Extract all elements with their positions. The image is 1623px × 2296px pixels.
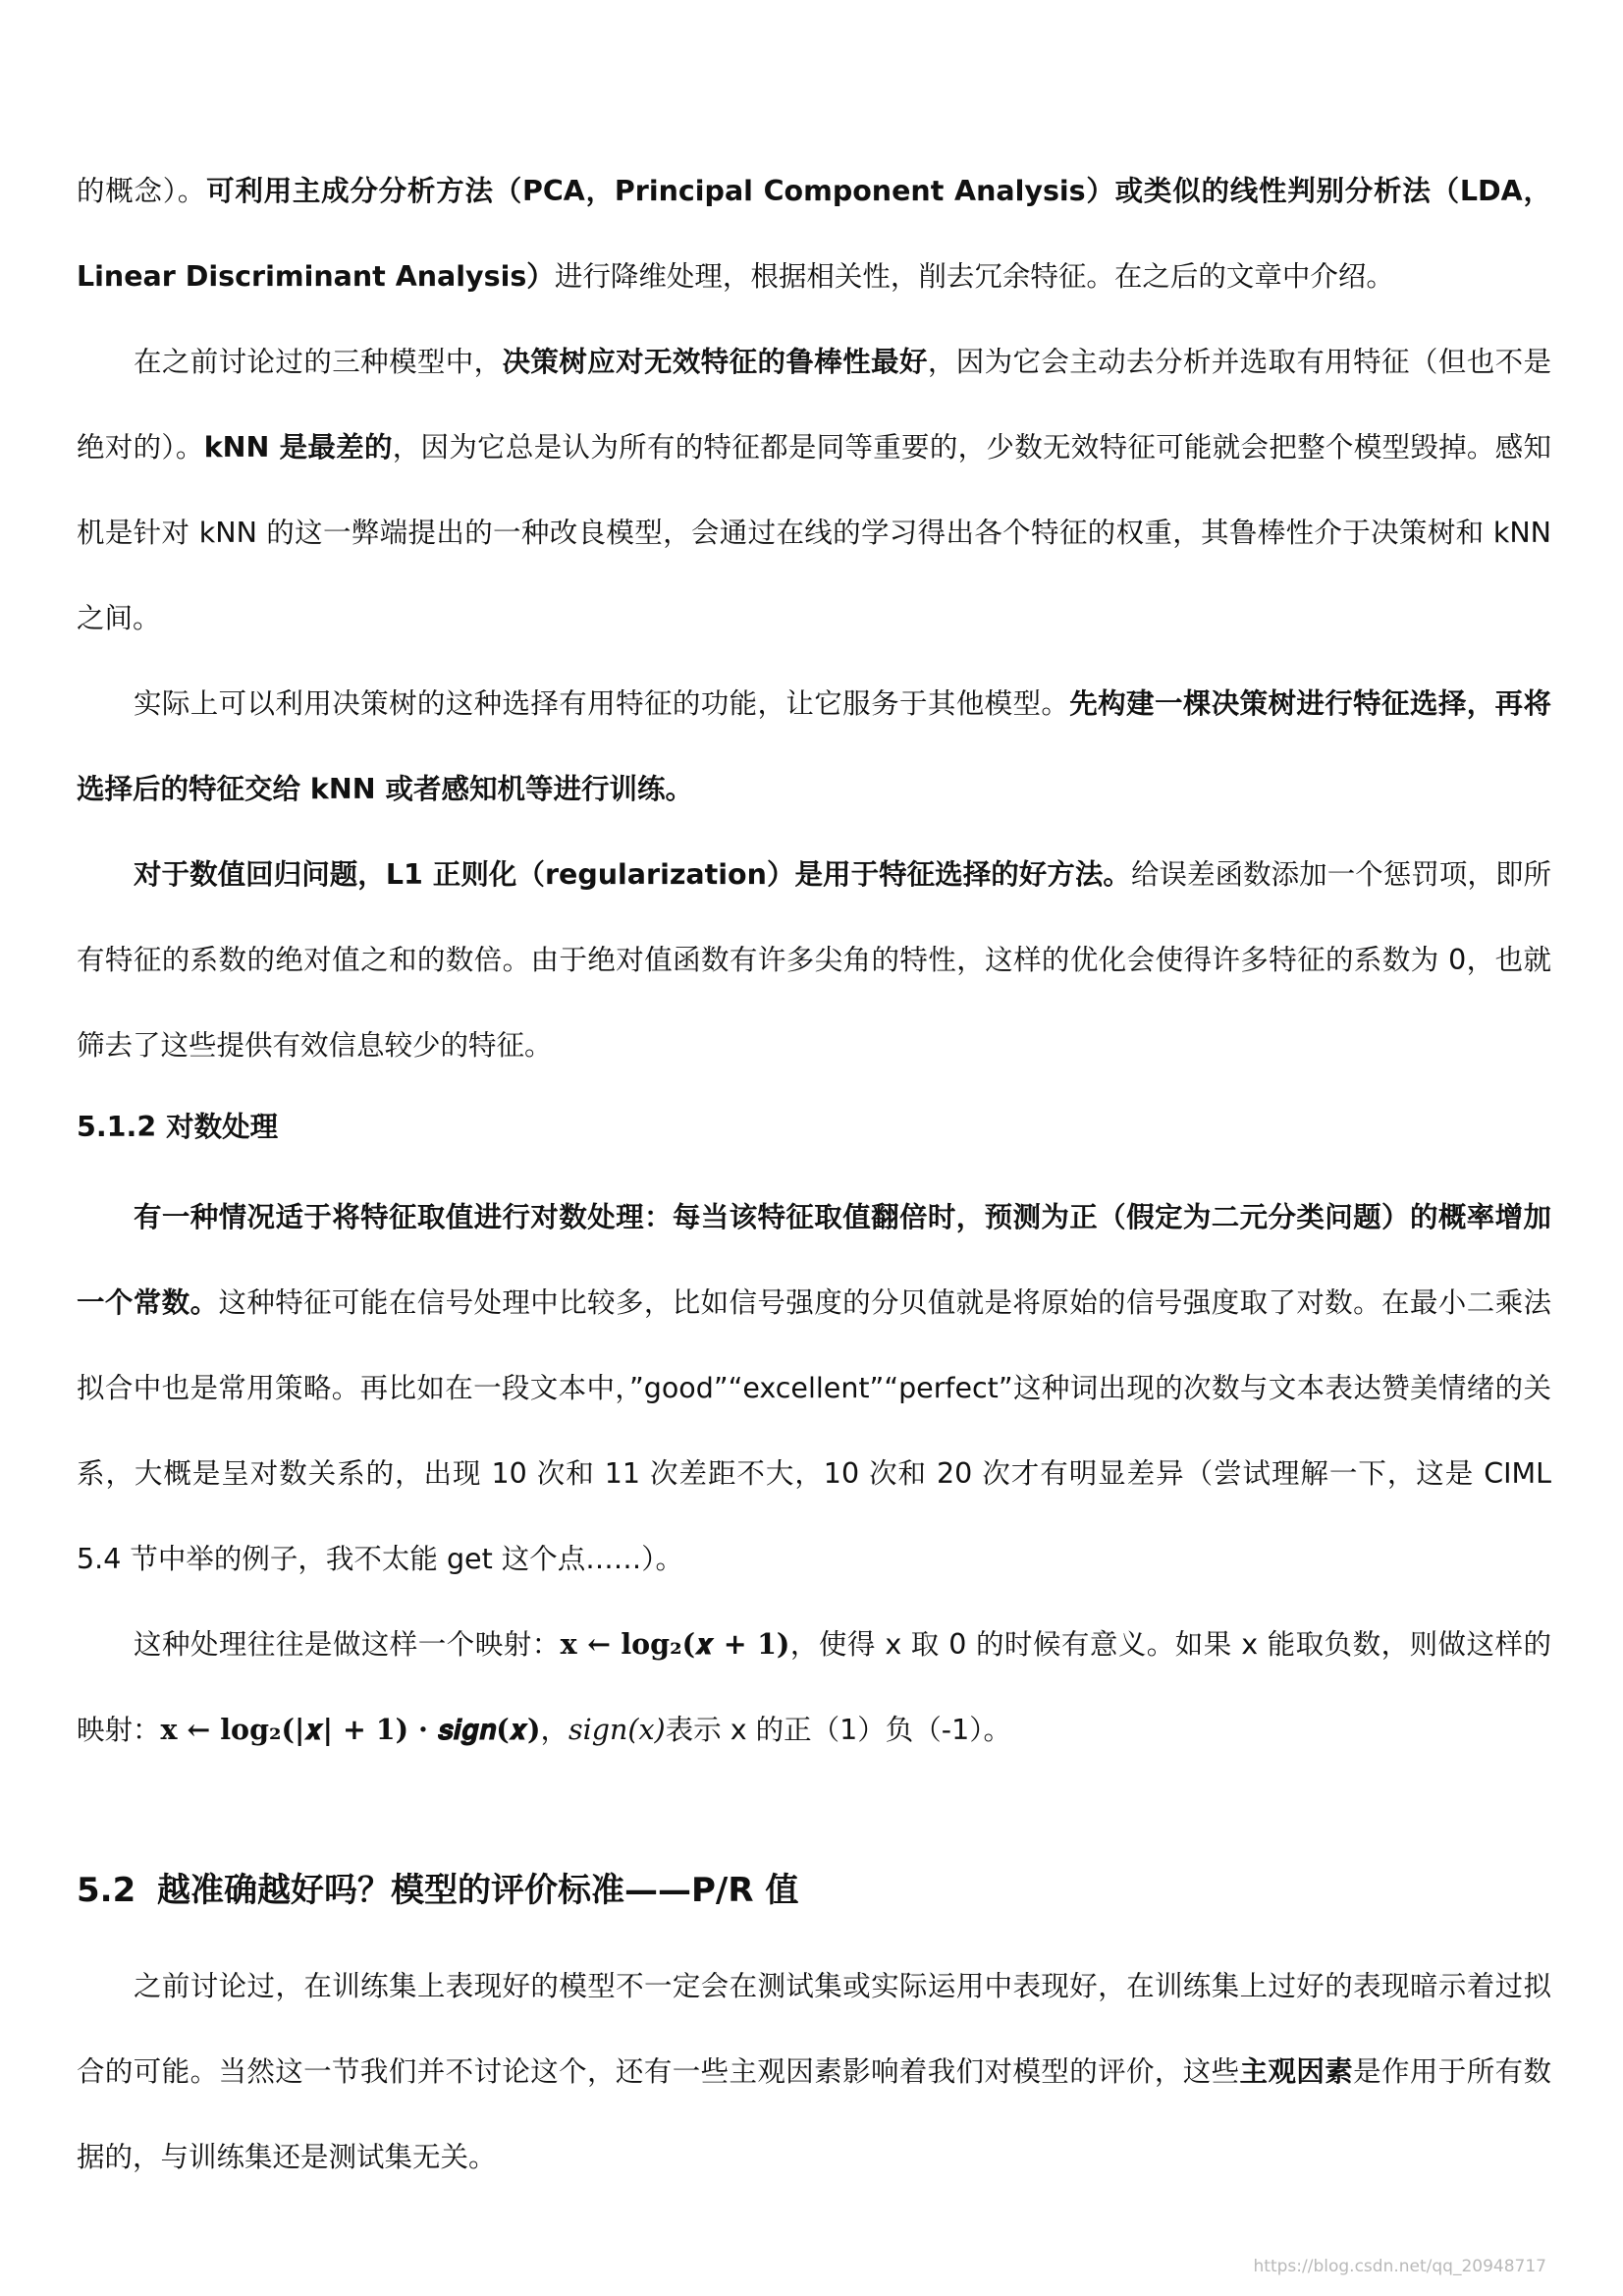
paragraph-robustness	[77, 319, 1551, 661]
text: 在之前讨论过的三种模型中，	[134, 346, 503, 378]
text: 这种特征可能在信号处理中比较多，比如信号强度的分贝值就是将原始的信号强度取了对数。在最小二乘法拟合中也是常用策略。再比如在一段文本中，”good”“excellent”“perfect”这种词出现的次数与文本表达赞美情绪的关系，大概是呈对数关系的，出现 10 次和 11 次差距不大，10 次和 20 次才有明显差异（尝试理解一下，这是 CIML 5.4 节中举的例子，我不太能 get 这个点……）。	[77, 1286, 1551, 1575]
text: 这种处理往往是做这样一个映射：	[134, 1628, 561, 1661]
bold-text: 决策树应对无效特征的鲁棒性最好	[502, 346, 928, 378]
text: 给误差函数添加一个惩罚项，即所有特征的系数的绝对值之和的数倍。由于绝对值函数有许多尖角的特性，这样的优化会使得许多特征的系数为 0，也就筛去了这些提供有效信息较少的特征。	[77, 858, 1551, 1062]
text: 之前讨论过，在训练集上表现好的模型不一定会在测试集或实际运用中表现好，在训练集上过好的表现暗示着过拟合的可能。当然这一节我们并不讨论这个，还有一些主观因素影响着我们对模型的评价，这些	[77, 1970, 1551, 2088]
text: 实际上可以利用决策树的这种选择有用特征的功能，让它服务于其他模型。	[134, 687, 1070, 720]
text: 表示 x 的正（1）负（-1）。	[665, 1714, 1011, 1746]
paragraph-subjective-factors	[77, 1943, 1551, 2200]
text: 的概念）。	[77, 175, 207, 207]
watermark: https://blog.csdn.net/qq_20948717	[1253, 2257, 1546, 2276]
section-number: 5.2	[77, 1871, 136, 1910]
paragraph-decision-tree-selection	[77, 661, 1551, 832]
formula-log: x ← log₂(𝒙 + 1)	[560, 1627, 790, 1661]
bold-text: kNN 是最差的	[203, 431, 393, 464]
text: ，因为它会主动去分析并选取有用特征（但也不是绝对的）。	[77, 346, 1551, 464]
paragraph-pca-lda	[77, 148, 1551, 319]
bold-text: 有一种情况适于将特征取值进行对数处理：每当该特征取值翻倍时，预测为正（假定为二元分类问题）的概率增加一个常数。	[77, 1201, 1551, 1319]
text: ，使得 x 取 0 的时候有意义。如果 x 能取负数，则做这样的映射：	[77, 1628, 1551, 1746]
text: 进行降维处理，根据相关性，削去冗余特征。在之后的文章中介绍。	[554, 260, 1394, 293]
paragraph-mapping	[77, 1602, 1551, 1773]
bold-text: 主观因素	[1239, 2055, 1354, 2088]
bold-text: 对于数值回归问题，L1 正则化（regularization）是用于特征选择的好方法。	[134, 858, 1131, 891]
section-heading-5-1-2: 5.1.2 对数处理	[77, 1111, 279, 1143]
section-heading-5-2	[77, 1861, 798, 1920]
bold-text: 可利用主成分分析方法（PCA，Principal Component Analysis）或类似的线性判别分析法（LDA，Linear Discriminant Analysis）	[77, 175, 1551, 293]
text: 是作用于所有数据的，与训练集还是测试集无关。	[77, 2055, 1551, 2173]
paragraph-l1-regularization	[77, 832, 1551, 1088]
formula-sign: sign(x)	[568, 1714, 666, 1746]
section-title: 越准确越好吗？模型的评价标准——P/R 值	[157, 1871, 799, 1910]
paragraph-log-transform	[77, 1175, 1551, 1602]
bold-text: 先构建一棵决策树进行特征选择，再将选择后的特征交给 kNN 或者感知机等进行训练。	[77, 687, 1551, 805]
formula-log-sign: x ← log₂(|𝒙| + 1) · 𝒔𝒊𝒈𝒏(𝒙)	[160, 1713, 541, 1746]
text: ，因为它总是认为所有的特征都是同等重要的，少数无效特征可能就会把整个模型毁掉。感知机是针对 kNN 的这一弊端提出的一种改良模型，会通过在线的学习得出各个特征的权重，其鲁棒性介于决策树和 kNN 之间。	[77, 431, 1551, 634]
text: ，	[540, 1714, 569, 1746]
